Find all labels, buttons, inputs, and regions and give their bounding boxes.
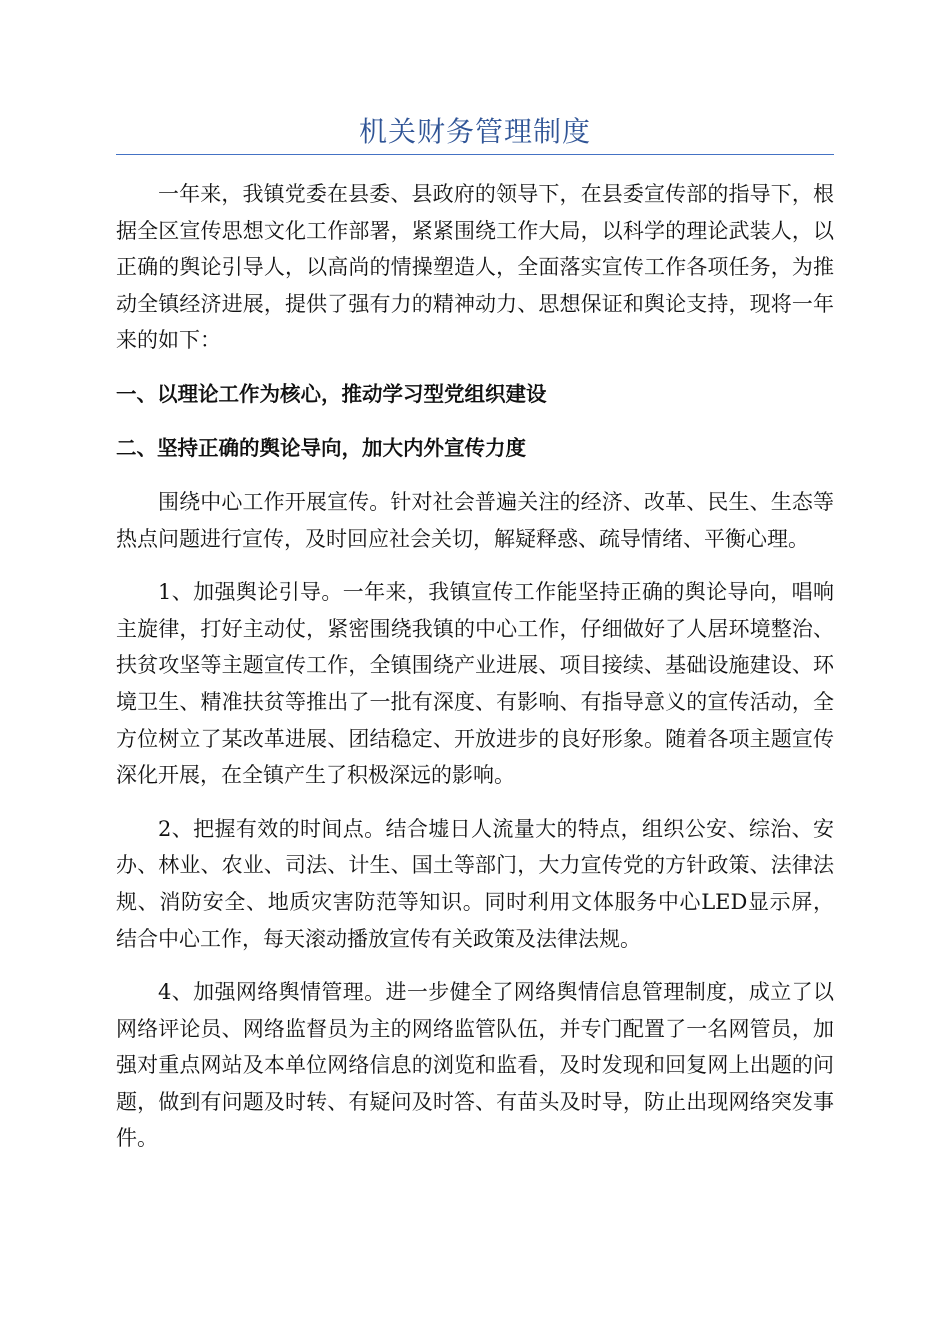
intro-paragraph: 一年来，我镇党委在县委、县政府的领导下，在县委宣传部的指导下，根据全区宣传思想文化工作部署，紧紧围绕工作大局，以科学的理论武装人，以正确的舆论引导人，以高尚的情操塑造人，全面落实宣传工作各项任务，为推动全镇经济进展，提供了强有力的精神动力、思想保证和舆论支持，现将一年来的如下：: [116, 182, 834, 353]
section-heading-2: 二、坚持正确的舆论导向，加大内外宣传力度: [116, 435, 526, 460]
body-paragraph: 1、加强舆论引导。一年来，我镇宣传工作能坚持正确的舆论导向，唱响主旋律，打好主动仗，紧密围绕我镇的中心工作，仔细做好了人居环境整治、扶贫攻坚等主题宣传工作，全镇围绕产业进展、项目接续、基础设施建设、环境卫生、精准扶贫等推出了一批有深度、有影响、有指导意义的宣传活动，全方位树立了某改革进展、团结稳定、开放进步的良好形象。随着各项主题宣传深化开展，在全镇产生了积极深远的影响。: [116, 580, 834, 788]
document-title: 机关财务管理制度: [358, 115, 591, 148]
title-underline: [116, 154, 834, 155]
document-body: [116, 176, 834, 1174]
section-heading-1: 一、以理论工作为核心，推动学习型党组织建设: [116, 381, 547, 406]
body-paragraph: 围绕中心工作开展宣传。针对社会普遍关注的经济、改革、民生、生态等热点问题进行宣传，及时回应社会关切，解疑释惑、疏导情绪、平衡心理。: [116, 489, 834, 551]
body-paragraph: 4、加强网络舆情管理。进一步健全了网络舆情信息管理制度，成立了以网络评论员、网络监督员为主的网络监管队伍，并专门配置了一名网管员，加强对重点网站及本单位网络信息的浏览和监看，及时发现和回复网上出题的问题，做到有问题及时转、有疑问及时答、有苗头及时导，防止出现网络突发事件。: [116, 980, 834, 1151]
body-paragraph: 2、把握有效的时间点。结合墟日人流量大的特点，组织公安、综治、安办、林业、农业、司法、计生、国土等部门，大力宣传党的方针政策、法律法规、消防安全、地质灾害防范等知识。同时利用文体服务中心LED显示屏，结合中心工作，每天滚动播放宣传有关政策及法律法规。: [116, 816, 834, 951]
